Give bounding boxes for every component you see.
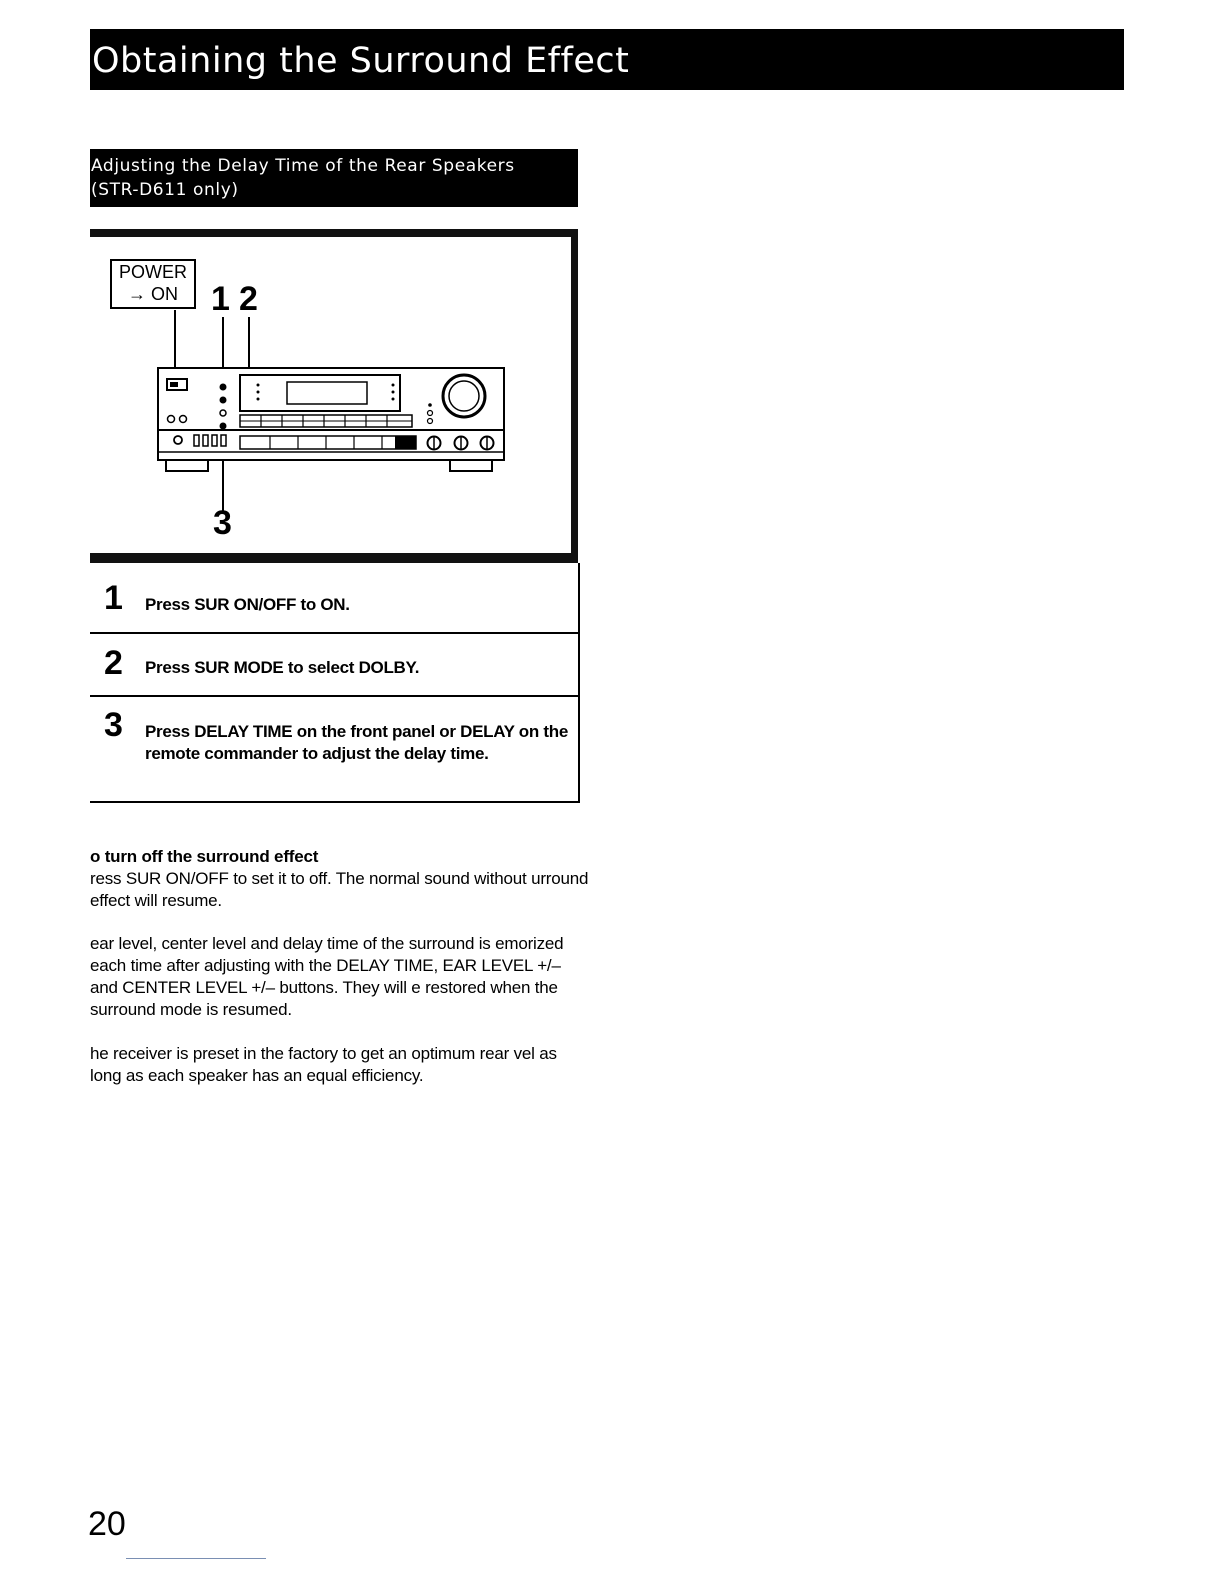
section-heading	[90, 149, 578, 207]
step-2	[90, 634, 580, 697]
page-footer-rule	[126, 1558, 266, 1559]
step-number: 2	[104, 644, 123, 682]
step-number: 3	[104, 706, 123, 744]
memory-note: ear level, center level and delay time of the surround is emorized each time after adjusting with the DELAY TIME, EAR LEVEL +/– and CENTER LEVEL +/– buttons. They will e restored when the surround mode is resumed.	[90, 934, 564, 1019]
page-title: Obtaining the Surround Effect	[92, 41, 630, 81]
callout-1: 1	[211, 280, 230, 318]
page-title-bar	[90, 29, 1124, 90]
step-text: Press SUR ON/OFF to ON.	[145, 595, 350, 614]
receiver-illustration	[90, 229, 578, 563]
callout-3: 3	[213, 504, 232, 542]
turn-off-heading: o turn off the surround effect	[90, 847, 319, 866]
page-number: 20	[88, 1505, 126, 1543]
step-1	[90, 563, 580, 634]
power-label-line2: → ON	[127, 284, 178, 304]
steps-table	[90, 563, 580, 803]
section-heading-line2: (STR-D611 only)	[91, 180, 239, 200]
callout-2: 2	[239, 280, 258, 318]
turn-off-body: ress SUR ON/OFF to set it to off. The normal sound without urround effect will resume.	[90, 869, 589, 910]
power-label-line1: POWER	[118, 262, 187, 282]
power-on-label	[110, 259, 196, 309]
section-heading-line1: Adjusting the Delay Time of the Rear Speakers	[91, 156, 515, 176]
step-text: Press SUR MODE to select DOLBY.	[145, 658, 420, 677]
step-3	[90, 697, 580, 803]
turn-off-note	[90, 846, 590, 912]
preset-note: he receiver is preset in the factory to get an optimum rear vel as long as each speaker has an equal efficiency.	[90, 1044, 557, 1085]
step-text: Press DELAY TIME on the front panel or DELAY on the remote commander to adjust the delay time.	[145, 722, 568, 763]
step-number: 1	[104, 579, 123, 617]
